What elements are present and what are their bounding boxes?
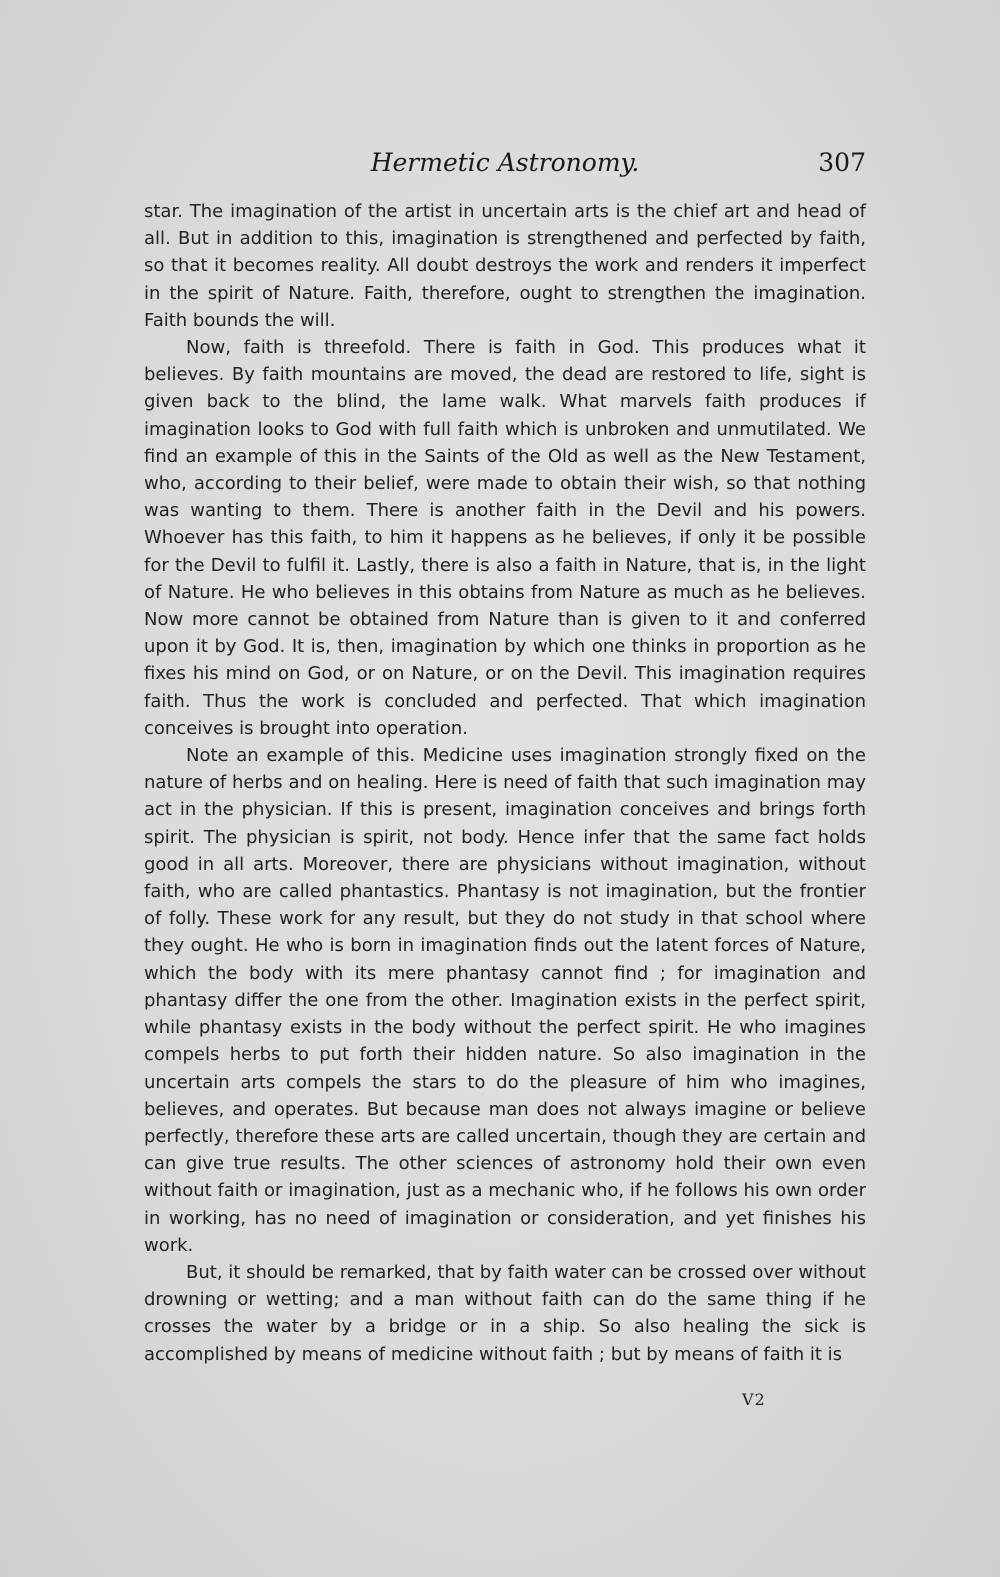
paragraph-2: Now, faith is threefold. There is faith in God. This produces what it believes. By faith mountains are moved, the dead are restored to life, sight is given back to the blind, the lame walk. What marvels faith produces if imagination looks to God with full faith which is unbroken and unmutilated. We find an example of this in the Saints of the Old as well as the New Testament, who, according to their belief, were made to obtain their wish, so that nothing was wanting to them. There is another faith in the Devil and his powers. Whoever has this faith, to him it happens as he believes, if only it be possible for the Devil to fulfil it. Lastly, there is also a faith in Nature, that is, in the light of Nature. He who believes in this obtains from Nature as much as he believes. Now more cannot be obtained from Nature than is given to it and conferred upon it by God. It is, then, imagination by which one thinks in proportion as he fixes his mind on God, or on Nature, or on the Devil. This imagination requires faith. Thus the work is concluded and perfected. That which imagination conceives is brought into operation.	[144, 337, 866, 739]
page-header	[144, 148, 866, 188]
paragraph-3: Note an example of this. Medicine uses imagination strongly fixed on the nature of herbs and on healing. Here is need of faith that such imagination may act in the physician. If this is present, imagination conceives and brings forth spirit. The physician is spirit, not body. Hence infer that the same fact holds good in all arts. Moreover, there are physicians without imagination, without faith, who are called phantastics. Phantasy is not imagination, but the frontier of folly. These work for any result, but they do not study in that school where they ought. He who is born in imagination finds out the latent forces of Nature, which the body with its mere phantasy cannot find ; for imagination and phantasy differ the one from the other. Imagination exists in the perfect spirit, while phantasy exists in the body without the perfect spirit. He who imagines compels herbs to put forth their hidden nature. So also imagination in the uncertain arts compels the stars to do the pleasure of him who imagines, believes, and operates. But because man does not always imagine or believe perfectly, therefore these arts are called uncertain, though they are certain and can give true results. The other sciences of astronomy hold their own even without faith or imagination, just as a mechanic who, if he follows his own order in working, has no need of imagination or consideration, and yet finishes his work.	[144, 745, 866, 1256]
running-title: Hermetic Astronomy.	[370, 148, 640, 177]
body-text	[144, 198, 866, 1368]
paragraph-1: star. The imagination of the artist in uncertain arts is the chief art and head of all. But in addition to this, imagination is strengthened and perfected by faith, so that it becomes reality. All doubt destroys the work and renders it imperfect in the spirit of Nature. Faith, therefore, ought to strengthen the imagination. Faith bounds the will.	[144, 201, 866, 331]
signature-mark: V2	[742, 1390, 766, 1409]
page-number: 307	[818, 148, 866, 177]
paragraph-4: But, it should be remarked, that by faith water can be crossed over without drowning or wetting; and a man without faith can do the same thing if he crosses the water by a bridge or in a ship. So also healing the sick is accomplished by means of medicine without faith ; but by means of faith it is	[144, 1261, 866, 1365]
